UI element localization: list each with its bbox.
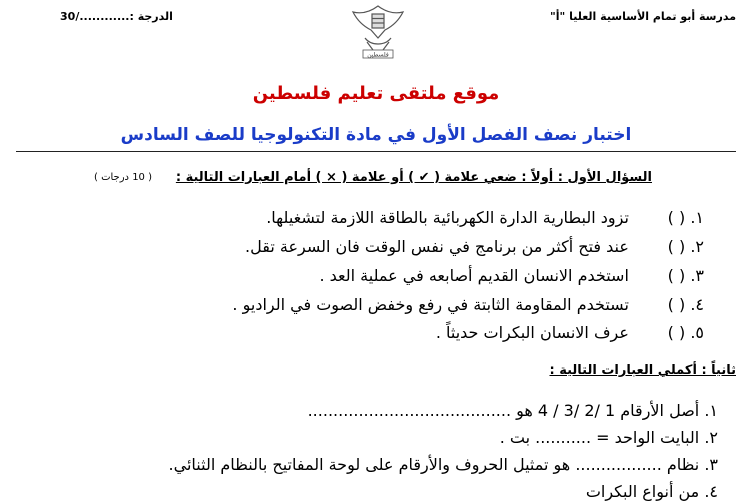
q1-item-number[interactable]: ٤. ( ) — [667, 295, 704, 314]
school-name: مدرسة أبو تمام الأساسية العليا "أ" — [550, 10, 736, 23]
q1-item-text: عند فتح أكثر من برنامج في نفس الوقت فان السرعة تقل. — [245, 237, 629, 256]
q2-item[interactable]: ٢. البايت الواحد = ........... بت . — [499, 428, 718, 447]
header-divider — [16, 151, 736, 152]
palestine-emblem-logo — [343, 0, 413, 62]
q1-item-text: تستخدم المقاومة الثابتة في رفع وخفض الصوت في الراديو . — [232, 295, 629, 314]
exam-title: اختبار نصف الفصل الأول في مادة التكنولوجيا للصف السادس — [120, 125, 632, 145]
site-title: موقع ملتقى تعليم فلسطين — [252, 83, 500, 104]
q2-item[interactable]: ٣. نظام ................. هو تمثيل الحروف والأرقام على لوحة المفاتيح بالنظام الثنائي. — [168, 455, 718, 474]
svg-text:فلسطين: فلسطين — [367, 51, 389, 59]
q1-item — [266, 208, 704, 227]
question1-heading: السؤال الأول : أولاً : ضعي علامة ( ✔ ) أو علامة ( × ) أمام العبارات التالية : — [175, 170, 652, 185]
question1-marks: ( 10 درجات ) — [94, 172, 153, 183]
q1-item — [245, 237, 704, 256]
q1-item — [436, 323, 704, 342]
grade-field: الدرجة :............/30 — [60, 10, 173, 23]
q1-item-text: تزود البطارية الدارة الكهربائية بالطاقة اللازمة لتشغيلها. — [266, 208, 629, 227]
q1-item-text: عرف الانسان البكرات حديثاً . — [435, 323, 629, 342]
q1-item-number[interactable]: ٣. ( ) — [667, 266, 704, 285]
q1-item-text: استخدم الانسان القديم أصابعه في عملية العد . — [319, 266, 629, 285]
question2-heading: ثانياً : أكملي العبارات التالية : — [549, 363, 736, 378]
q2-item[interactable]: ١. أصل الأرقام 1 /2 /3 / 4 هو ........................................ — [307, 401, 718, 420]
q1-item-number[interactable]: ٢. ( ) — [667, 237, 704, 256]
q1-item — [319, 266, 704, 285]
q1-item — [232, 295, 704, 314]
q2-item[interactable]: ٤. من أنواع البكرات — [585, 482, 718, 501]
q1-item-number[interactable]: ٥. ( ) — [667, 323, 704, 342]
q1-item-number[interactable]: ١. ( ) — [667, 208, 704, 227]
